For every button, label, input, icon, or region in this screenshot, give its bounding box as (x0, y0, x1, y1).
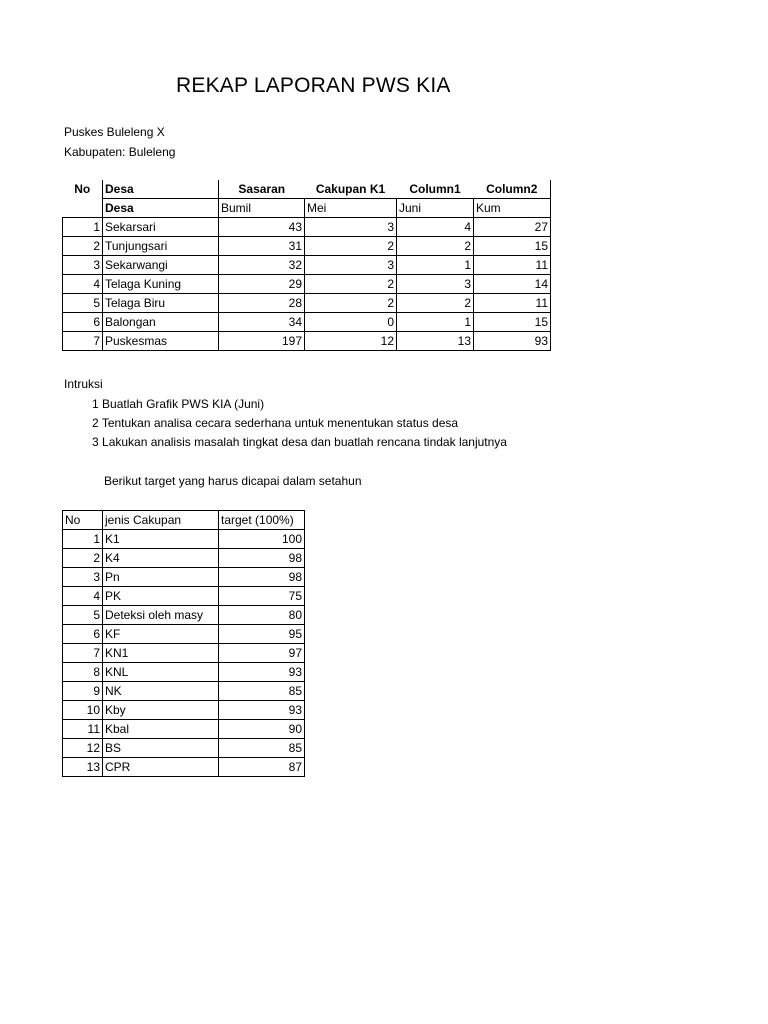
cell-no: 13 (63, 758, 103, 777)
cell-no: 11 (63, 720, 103, 739)
table-row (63, 530, 305, 549)
cell-mei: 2 (305, 237, 397, 256)
instruction-heading: Intruksi (64, 377, 103, 391)
cell-juni: 2 (397, 294, 474, 313)
cell-jenis: Deteksi oleh masy (103, 606, 219, 625)
cell-desa: Sekarwangi (103, 256, 219, 275)
cell-jenis: NK (103, 682, 219, 701)
table-row (63, 758, 305, 777)
table-row (63, 313, 551, 332)
header-no: No (63, 511, 103, 530)
cell-kum: 15 (474, 237, 551, 256)
table-row (63, 682, 305, 701)
table-row (63, 275, 551, 294)
instruction-item (92, 397, 264, 411)
table-row (63, 237, 551, 256)
cell-sasaran: 29 (219, 275, 305, 294)
header-desa: Desa (103, 180, 219, 199)
instruction-item (92, 416, 458, 430)
cell-sasaran: 31 (219, 237, 305, 256)
cell-jenis: BS (103, 739, 219, 758)
cell-no: 5 (63, 294, 103, 313)
kabupaten-label: Kabupaten: Buleleng (64, 145, 176, 159)
cell-no: 6 (63, 625, 103, 644)
cell-juni: 3 (397, 275, 474, 294)
cell-no: 8 (63, 663, 103, 682)
cell-no: 10 (63, 701, 103, 720)
cell-jenis: Kby (103, 701, 219, 720)
cell-target: 80 (219, 606, 305, 625)
cell-no: 2 (63, 549, 103, 568)
instruction-number: 1 (92, 397, 99, 411)
cell-target: 85 (219, 739, 305, 758)
cell-juni: 13 (397, 332, 474, 351)
cell-mei: 12 (305, 332, 397, 351)
puskes-label: Puskes Buleleng X (64, 125, 165, 139)
cell-jenis: PK (103, 587, 219, 606)
table-row (63, 625, 305, 644)
cell-target: 93 (219, 663, 305, 682)
cell-no: 6 (63, 313, 103, 332)
table-row (63, 294, 551, 313)
cell-no: 3 (63, 256, 103, 275)
cell-no: 1 (63, 218, 103, 237)
cell-no: 7 (63, 644, 103, 663)
table-row (63, 218, 551, 237)
header-no: No (63, 180, 103, 199)
cell-kum: 14 (474, 275, 551, 294)
subheader-bumil: Bumil (219, 199, 305, 218)
cell-no: 4 (63, 275, 103, 294)
cell-target: 93 (219, 701, 305, 720)
header-column2: Column2 (474, 180, 551, 199)
header-target: target (100%) (219, 511, 305, 530)
cell-no: 9 (63, 682, 103, 701)
cell-kum: 11 (474, 294, 551, 313)
instruction-number: 2 (92, 416, 99, 430)
subheader-mei: Mei (305, 199, 397, 218)
subheader-kum: Kum (474, 199, 551, 218)
cell-kum: 15 (474, 313, 551, 332)
target-table (62, 510, 305, 777)
cell-no: 4 (63, 587, 103, 606)
instruction-text: Tentukan analisa cecara sederhana untuk menentukan status desa (101, 416, 459, 430)
cell-target: 87 (219, 758, 305, 777)
cell-no: 2 (63, 237, 103, 256)
header-row (63, 511, 305, 530)
cell-desa: Telaga Biru (103, 294, 219, 313)
subheader-no-empty (63, 199, 103, 218)
cell-sasaran: 197 (219, 332, 305, 351)
instruction-item (92, 435, 507, 449)
cell-target: 98 (219, 568, 305, 587)
cell-juni: 4 (397, 218, 474, 237)
table-row (63, 644, 305, 663)
cell-no: 7 (63, 332, 103, 351)
page-title: REKAP LAPORAN PWS KIA (176, 74, 451, 97)
table-row (63, 256, 551, 275)
cell-jenis: KN1 (103, 644, 219, 663)
header-sasaran: Sasaran (219, 180, 305, 199)
cell-sasaran: 43 (219, 218, 305, 237)
table-row (63, 568, 305, 587)
cell-target: 75 (219, 587, 305, 606)
rekap-table (62, 180, 551, 351)
instruction-text: Buatlah Grafik PWS KIA (Juni) (102, 397, 265, 411)
cell-no: 1 (63, 530, 103, 549)
cell-desa: Puskesmas (103, 332, 219, 351)
table-row (63, 663, 305, 682)
cell-target: 97 (219, 644, 305, 663)
cell-mei: 0 (305, 313, 397, 332)
cell-juni: 1 (397, 256, 474, 275)
header-jenis-cakupan: jenis Cakupan (103, 511, 219, 530)
cell-jenis: K4 (103, 549, 219, 568)
header-column1: Column1 (397, 180, 474, 199)
subheader-row (63, 199, 551, 218)
cell-target: 100 (219, 530, 305, 549)
subheader-juni: Juni (397, 199, 474, 218)
cell-jenis: KNL (103, 663, 219, 682)
table-row (63, 739, 305, 758)
cell-jenis: KF (103, 625, 219, 644)
table-row (63, 701, 305, 720)
subheader-desa: Desa (103, 199, 219, 218)
cell-jenis: K1 (103, 530, 219, 549)
cell-no: 3 (63, 568, 103, 587)
table-row (63, 720, 305, 739)
cell-desa: Telaga Kuning (103, 275, 219, 294)
cell-desa: Balongan (103, 313, 219, 332)
instruction-text: Lakukan analisis masalah tingkat desa dan buatlah rencana tindak lanjutnya (102, 435, 507, 449)
cell-sasaran: 28 (219, 294, 305, 313)
cell-target: 85 (219, 682, 305, 701)
cell-mei: 3 (305, 256, 397, 275)
table-row (63, 587, 305, 606)
cell-target: 98 (219, 549, 305, 568)
cell-kum: 93 (474, 332, 551, 351)
table-row (63, 606, 305, 625)
cell-mei: 3 (305, 218, 397, 237)
cell-desa: Tunjungsari (103, 237, 219, 256)
cell-no: 12 (63, 739, 103, 758)
cell-target: 95 (219, 625, 305, 644)
cell-no: 5 (63, 606, 103, 625)
cell-jenis: Pn (103, 568, 219, 587)
table-row (63, 549, 305, 568)
target-note: Berikut target yang harus dicapai dalam setahun (104, 474, 362, 488)
table-row (63, 332, 551, 351)
header-row (63, 180, 551, 199)
cell-sasaran: 34 (219, 313, 305, 332)
cell-sasaran: 32 (219, 256, 305, 275)
cell-jenis: CPR (103, 758, 219, 777)
cell-mei: 2 (305, 275, 397, 294)
cell-jenis: Kbal (103, 720, 219, 739)
instruction-number: 3 (92, 435, 99, 449)
cell-desa: Sekarsari (103, 218, 219, 237)
header-cakupan-k1: Cakupan K1 (305, 180, 397, 199)
cell-target: 90 (219, 720, 305, 739)
cell-kum: 11 (474, 256, 551, 275)
cell-kum: 27 (474, 218, 551, 237)
cell-juni: 2 (397, 237, 474, 256)
cell-mei: 2 (305, 294, 397, 313)
cell-juni: 1 (397, 313, 474, 332)
